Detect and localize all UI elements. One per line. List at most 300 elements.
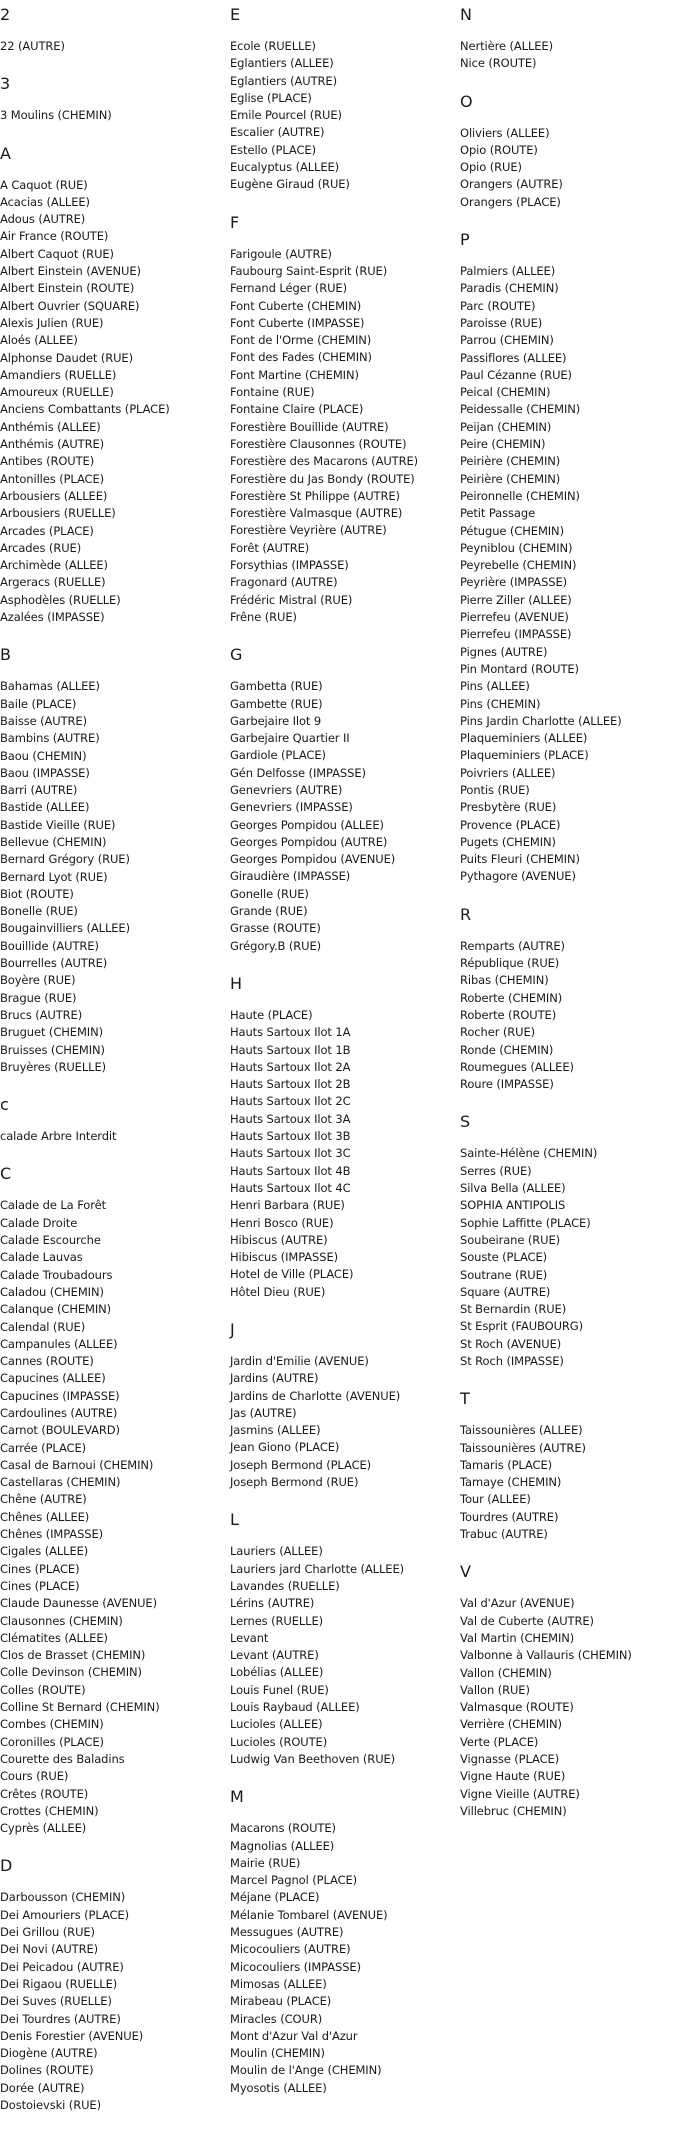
street-name: Crottes (CHEMIN) <box>0 1803 99 1818</box>
street-name: Ribas (CHEMIN) <box>460 973 549 988</box>
street-name: Myosotis (ALLEE) <box>230 2080 327 2095</box>
street-name: Vignasse (PLACE) <box>460 1752 560 1767</box>
street-name: Tamaris (PLACE) <box>460 1457 553 1472</box>
street-name: Barri (AUTRE) <box>0 783 78 798</box>
street-name: 3 Moulins (CHEMIN) <box>0 108 112 123</box>
street-name: A Caquot (RUE) <box>0 177 88 192</box>
street-name: Peirière (CHEMIN) <box>460 471 561 486</box>
street-name: Vallon (RUE) <box>460 1682 530 1697</box>
street-name: Hauts Sartoux Ilot 2C <box>230 1094 351 1109</box>
letter-section <box>460 1113 675 1370</box>
street-name: Colline St Bernard (CHEMIN) <box>0 1700 160 1715</box>
section-letter-heading: R <box>460 904 472 924</box>
letter-section <box>460 6 675 73</box>
street-name: Argeracs (RUELLE) <box>0 575 106 590</box>
street-name: Passiflores (ALLEE) <box>460 350 567 365</box>
street-name: Pierrefeu (IMPASSE) <box>460 627 572 642</box>
street-name: 22 (AUTRE) <box>0 39 65 53</box>
street-name: Diogène (AUTRE) <box>0 2046 98 2061</box>
street-name: Fontaine Claire (PLACE) <box>230 402 364 417</box>
street-name: Garbejaire Ilot 9 <box>230 713 322 728</box>
street-name: Brague (RUE) <box>0 990 77 1005</box>
street-name: Forêt (AUTRE) <box>230 540 310 555</box>
street-name: Plaqueminiers (ALLEE) <box>460 731 588 746</box>
street-name: Pythagore (AVENUE) <box>460 869 576 884</box>
letter-section <box>230 214 460 627</box>
street-name: Forestière Valmasque (AUTRE) <box>230 506 403 521</box>
street-name: Taissounières (ALLEE) <box>460 1423 583 1438</box>
street-name: Bernard Lyot (RUE) <box>0 869 108 884</box>
street-name: Moulin (CHEMIN) <box>230 2046 325 2061</box>
street-name: Font des Fades (CHEMIN) <box>230 350 372 365</box>
section-letter-heading: c <box>0 1095 9 1115</box>
section-letter-heading: C <box>0 1164 12 1184</box>
street-name: Peical (CHEMIN) <box>460 385 551 400</box>
street-name: Gonelle (RUE) <box>230 886 309 901</box>
street-name: Nice (ROUTE) <box>460 56 537 71</box>
street-name: Eugène Giraud (RUE) <box>230 177 350 192</box>
street-name: Giraudière (IMPASSE) <box>230 869 351 884</box>
section-letter-heading: P <box>460 230 470 250</box>
street-name: Eglise (PLACE) <box>230 90 312 105</box>
street-name: Levant (AUTRE) <box>230 1648 319 1663</box>
letter-section <box>0 6 230 55</box>
street-name: Orangers (AUTRE) <box>460 177 563 192</box>
street-name: Pins (CHEMIN) <box>460 696 541 711</box>
street-name: Chêne (AUTRE) <box>0 1492 87 1507</box>
section-letter-heading: J <box>230 1320 235 1339</box>
street-name: Baou (IMPASSE) <box>0 765 90 780</box>
street-name: Joseph Bermond (PLACE) <box>230 1457 372 1472</box>
street-name: Sainte-Hélène (CHEMIN) <box>460 1146 598 1161</box>
street-name: Forestière Bouillide (AUTRE) <box>230 419 389 434</box>
street-name: Grasse (ROUTE) <box>230 921 321 936</box>
street-name: Pins Jardin Charlotte (ALLEE) <box>460 713 622 728</box>
street-name: Henri Bosco (RUE) <box>230 1215 334 1230</box>
street-name: Dei Suves (RUELLE) <box>0 1994 112 2009</box>
street-name: Baile (PLACE) <box>0 696 77 711</box>
street-name: Arcades (RUE) <box>0 540 82 555</box>
street-name: Amandiers (RUELLE) <box>0 367 117 382</box>
street-name: Mélanie Tombarel (AVENUE) <box>230 1907 388 1922</box>
street-index-column-1 <box>0 6 230 2134</box>
section-letter-heading: E <box>230 5 241 24</box>
street-name: Haute (PLACE) <box>230 1007 313 1022</box>
street-name: Capucines (IMPASSE) <box>0 1388 120 1403</box>
letter-section <box>460 906 675 1094</box>
street-name: Hauts Sartoux Ilot 4C <box>230 1180 351 1195</box>
street-name: Colle Devinson (CHEMIN) <box>0 1665 142 1680</box>
street-index-column-2 <box>230 6 460 2117</box>
street-name: Cigales (ALLEE) <box>0 1544 89 1559</box>
street-name: Biot (ROUTE) <box>0 886 74 901</box>
street-name: Combes (CHEMIN) <box>0 1717 104 1732</box>
street-name: Chênes (IMPASSE) <box>0 1527 104 1542</box>
street-name: Cannes (ROUTE) <box>0 1354 94 1369</box>
street-name: Clausonnes (CHEMIN) <box>0 1613 123 1628</box>
street-name: Campanules (ALLEE) <box>0 1336 118 1351</box>
street-name: Font de l'Orme (CHEMIN) <box>230 333 372 348</box>
street-name: Aloés (ALLEE) <box>0 333 78 348</box>
street-name: Alexis Julien (RUE) <box>0 315 104 330</box>
street-name: Georges Pompidou (AVENUE) <box>230 852 396 867</box>
section-letter-heading: 3 <box>0 74 11 94</box>
street-name: Marcel Pagnol (PLACE) <box>230 1873 358 1888</box>
street-name: Lérins (AUTRE) <box>230 1596 315 1611</box>
street-name: Forestière Clausonnes (ROUTE) <box>230 436 407 451</box>
street-name: Dei Peicadou (AUTRE) <box>0 1959 124 1974</box>
street-name: Boyère (RUE) <box>0 973 76 988</box>
street-name: Archimède (ALLEE) <box>0 558 108 573</box>
street-name: Hôtel Dieu (RUE) <box>230 1284 326 1299</box>
street-name: Serres (RUE) <box>460 1163 532 1178</box>
street-name: Dolines (ROUTE) <box>0 2063 94 2078</box>
section-letter-heading: F <box>230 212 240 232</box>
street-name: Tour (ALLEE) <box>460 1492 531 1507</box>
street-name: Micocouliers (AUTRE) <box>230 1942 351 1957</box>
street-name: Colles (ROUTE) <box>0 1682 86 1697</box>
street-name: Fernand Léger (RUE) <box>230 281 347 296</box>
street-name: Paradis (CHEMIN) <box>460 281 559 296</box>
street-name: Denis Forestier (AVENUE) <box>0 2028 144 2043</box>
street-name: Calade Troubadours <box>0 1267 113 1282</box>
letter-section <box>230 1788 460 2097</box>
street-name: Bonelle (RUE) <box>0 904 78 919</box>
letter-section <box>230 975 460 1301</box>
street-name: Dei Amouriers (PLACE) <box>0 1907 129 1922</box>
street-name: Valmasque (ROUTE) <box>460 1700 574 1715</box>
street-name: Hauts Sartoux Ilot 3A <box>230 1111 351 1126</box>
street-name: Frédéric Mistral (RUE) <box>230 592 353 607</box>
street-name: Jardins de Charlotte (AVENUE) <box>230 1388 401 1403</box>
street-name: Font Martine (CHEMIN) <box>230 367 359 382</box>
street-name: Mirabeau (PLACE) <box>230 1994 332 2009</box>
street-name: Vigne Haute (RUE) <box>460 1769 566 1784</box>
section-letter-heading: N <box>460 5 472 24</box>
street-name: Antonilles (PLACE) <box>0 471 105 486</box>
street-name: Parc (ROUTE) <box>460 298 536 313</box>
section-letter-heading: V <box>460 1562 471 1582</box>
street-name: Frêne (RUE) <box>230 609 297 624</box>
street-name: SOPHIA ANTIPOLIS <box>460 1198 566 1213</box>
street-name: Courette des Baladins <box>0 1751 125 1766</box>
street-name: Levant <box>230 1630 269 1645</box>
street-name: Dei Novi (AUTRE) <box>0 1942 99 1957</box>
street-name: Dorée (AUTRE) <box>0 2080 85 2095</box>
street-name: Poivriers (ALLEE) <box>460 765 556 780</box>
street-name: Fragonard (AUTRE) <box>230 575 338 590</box>
street-name: Darbousson (CHEMIN) <box>0 1890 126 1905</box>
street-name: Soubeirane (RUE) <box>460 1232 561 1247</box>
street-name: Farigoule (AUTRE) <box>230 246 332 261</box>
street-name: Calade Droite <box>0 1215 78 1230</box>
street-name: Grande (RUE) <box>230 904 308 919</box>
street-name: Anciens Combattants (PLACE) <box>0 402 170 417</box>
street-name: Jardin d'Emilie (AVENUE) <box>230 1354 369 1368</box>
street-name: Bouillide (AUTRE) <box>0 938 99 953</box>
street-name: Lobélias (ALLEE) <box>230 1665 324 1680</box>
street-name: Bambins (AUTRE) <box>0 731 100 746</box>
street-name: Tourdres (AUTRE) <box>460 1509 559 1524</box>
street-name: Peidessalle (CHEMIN) <box>460 402 581 417</box>
street-name: Paul Cézanne (RUE) <box>460 367 572 382</box>
street-name: Garbejaire Quartier II <box>230 731 350 746</box>
street-name: Ronde (CHEMIN) <box>460 1042 554 1057</box>
street-name: Forestière des Macarons (AUTRE) <box>230 454 419 469</box>
section-letter-heading: L <box>230 1510 239 1530</box>
letter-section <box>0 145 230 627</box>
street-name: Calade de La Forêt <box>0 1198 106 1213</box>
street-name: Cyprès (ALLEE) <box>0 1821 87 1836</box>
street-name: Dei Tourdres (AUTRE) <box>0 2011 121 2026</box>
street-name: Georges Pompidou (AUTRE) <box>230 834 388 849</box>
street-name: Calade Escourche <box>0 1233 101 1248</box>
street-name: Clématites (ALLEE) <box>0 1630 108 1645</box>
street-name: Calanque (CHEMIN) <box>0 1302 112 1317</box>
street-name: Hauts Sartoux Ilot 3C <box>230 1146 351 1161</box>
street-name: Méjane (PLACE) <box>230 1890 320 1905</box>
street-name: Brucs (AUTRE) <box>0 1007 83 1022</box>
street-name: Antibes (ROUTE) <box>0 454 95 469</box>
street-name: Albert Ouvrier (SQUARE) <box>0 298 140 313</box>
street-name: Louis Raybaud (ALLEE) <box>230 1700 360 1715</box>
street-name: Cines (PLACE) <box>0 1578 80 1593</box>
street-name: Baou (CHEMIN) <box>0 748 87 763</box>
street-name: Verte (PLACE) <box>460 1734 539 1749</box>
street-name: Louis Funel (RUE) <box>230 1682 329 1697</box>
section-letter-heading: G <box>230 645 243 665</box>
section-letter-heading: D <box>0 1856 13 1876</box>
street-name: Provence (PLACE) <box>460 817 561 832</box>
street-name: Pétugue (CHEMIN) <box>460 523 564 538</box>
street-name: Fontaine (RUE) <box>230 385 315 400</box>
street-name: Opio (ROUTE) <box>460 142 538 157</box>
street-name: Hauts Sartoux Ilot 4B <box>230 1163 351 1178</box>
street-name: Pin Montard (ROUTE) <box>460 661 579 676</box>
street-name: Soutrane (RUE) <box>460 1267 548 1282</box>
section-letter-heading: H <box>230 973 243 993</box>
street-name: Taissounières (AUTRE) <box>460 1440 586 1455</box>
street-name: Forsythias (IMPASSE) <box>230 558 349 573</box>
street-name: Castellaras (CHEMIN) <box>0 1475 121 1490</box>
street-name: St Bernardin (RUE) <box>460 1302 567 1317</box>
street-name: Cardoulines (AUTRE) <box>0 1406 118 1420</box>
street-name: Casal de Barnoui (CHEMIN) <box>0 1457 154 1472</box>
street-name: Forestière du Jas Bondy (ROUTE) <box>230 471 415 486</box>
street-name: Carrée (PLACE) <box>0 1440 87 1455</box>
street-name: Jardins (AUTRE) <box>230 1371 319 1386</box>
street-name: Paroisse (RUE) <box>460 315 543 330</box>
street-name: Alphonse Daudet (RUE) <box>0 350 133 365</box>
section-letter-heading: S <box>460 1112 471 1132</box>
street-name: calade Arbre Interdit <box>0 1129 117 1144</box>
street-name: Hauts Sartoux Ilot 1A <box>230 1025 351 1040</box>
letter-section <box>0 1165 230 1837</box>
street-name: Coronilles (PLACE) <box>0 1734 104 1749</box>
street-index-column-3 <box>460 6 675 1840</box>
street-name: Val Martin (CHEMIN) <box>460 1630 575 1645</box>
street-name: Arbousiers (ALLEE) <box>0 488 108 503</box>
letter-section <box>0 646 230 1076</box>
street-name: Moulin de l'Ange (CHEMIN) <box>230 2063 382 2078</box>
street-name: Arbousiers (RUELLE) <box>0 506 116 521</box>
street-name: Trabuc (AUTRE) <box>460 1527 548 1542</box>
street-name: Square (AUTRE) <box>460 1284 551 1299</box>
street-name: Hotel de Ville (PLACE) <box>230 1267 354 1282</box>
street-name: Orangers (PLACE) <box>460 194 561 209</box>
street-name: Forestière St Philippe (AUTRE) <box>230 488 400 503</box>
street-name: Air France (ROUTE) <box>0 229 109 244</box>
street-name: Mimosas (ALLEE) <box>230 1976 327 1991</box>
street-name: Albert Einstein (ROUTE) <box>0 281 135 296</box>
street-name: Magnolias (ALLEE) <box>230 1838 335 1853</box>
street-name: Joseph Bermond (RUE) <box>230 1475 359 1490</box>
street-name: Adous (AUTRE) <box>0 212 86 227</box>
street-name: Asphodèles (RUELLE) <box>0 592 121 607</box>
street-name: Mairie (RUE) <box>230 1855 301 1870</box>
street-name: Genevriers (AUTRE) <box>230 782 343 797</box>
street-name: Hibiscus (IMPASSE) <box>230 1250 339 1265</box>
street-name: Roberte (CHEMIN) <box>460 990 563 1005</box>
street-name: Calendal (RUE) <box>0 1319 86 1334</box>
street-name: Nertière (ALLEE) <box>460 39 553 53</box>
street-name: Carnot (BOULEVARD) <box>0 1423 120 1438</box>
street-name: Rocher (RUE) <box>460 1025 536 1040</box>
letter-section <box>0 1857 230 2114</box>
street-name: Arcades (PLACE) <box>0 523 94 538</box>
street-name: Forestière Veyrière (AUTRE) <box>230 523 387 538</box>
street-name: St Esprit (FAUBOURG) <box>460 1319 583 1334</box>
street-name: Roure (IMPASSE) <box>460 1077 554 1092</box>
street-name: Peyniblou (CHEMIN) <box>460 540 573 555</box>
street-name: Acacias (ALLEE) <box>0 194 90 209</box>
street-name: Hauts Sartoux Ilot 1B <box>230 1042 351 1057</box>
street-name: Plaqueminiers (PLACE) <box>460 748 589 763</box>
street-name: Albert Caquot (RUE) <box>0 246 114 261</box>
street-name: Anthémis (AUTRE) <box>0 437 105 452</box>
street-name: Bellevue (CHEMIN) <box>0 834 107 849</box>
street-name: Bahamas (ALLEE) <box>0 679 100 694</box>
letter-section <box>460 1390 675 1543</box>
letter-section <box>0 1096 230 1145</box>
street-name: Peyrebelle (CHEMIN) <box>460 558 577 573</box>
street-name: Dostoievski (RUE) <box>0 2097 101 2112</box>
street-name: Estello (PLACE) <box>230 142 316 157</box>
letter-section <box>230 646 460 955</box>
street-name: Grégory.B (RUE) <box>230 938 322 953</box>
street-name: Capucines (ALLEE) <box>0 1371 106 1386</box>
street-name: Sophie Laffitte (PLACE) <box>460 1215 591 1230</box>
street-name: Opio (RUE) <box>460 160 522 175</box>
street-name: Lauriers jard Charlotte (ALLEE) <box>230 1561 404 1576</box>
street-name: Font Cuberte (IMPASSE) <box>230 315 365 330</box>
street-name: Hauts Sartoux Ilot 2A <box>230 1059 351 1074</box>
street-name: Bruguet (CHEMIN) <box>0 1025 103 1040</box>
street-name: Font Cuberte (CHEMIN) <box>230 298 362 313</box>
street-name: Dei Grillou (RUE) <box>0 1925 95 1940</box>
street-name: Vigne Vieille (AUTRE) <box>460 1786 580 1801</box>
street-name: Hibiscus (AUTRE) <box>230 1232 328 1247</box>
street-name: Bruisses (CHEMIN) <box>0 1042 105 1057</box>
street-name: Parrou (CHEMIN) <box>460 333 554 348</box>
street-name: Hauts Sartoux Ilot 2B <box>230 1077 351 1092</box>
street-name: Pignes (AUTRE) <box>460 644 548 659</box>
street-name: Calade Lauvas <box>0 1250 83 1265</box>
street-name: Peyrière (IMPASSE) <box>460 575 568 590</box>
street-name: Pins (ALLEE) <box>460 679 530 694</box>
street-name: Puits Fleuri (CHEMIN) <box>460 852 580 867</box>
street-name: Bougainvilliers (ALLEE) <box>0 921 130 936</box>
street-name: Pontis (RUE) <box>460 782 530 797</box>
street-name: St Roch (IMPASSE) <box>460 1354 564 1368</box>
section-letter-heading: 2 <box>0 5 11 24</box>
street-name: Val de Cuberte (AUTRE) <box>460 1613 594 1628</box>
street-name: Lucioles (ALLEE) <box>230 1717 323 1732</box>
street-name: Emile Pourcel (RUE) <box>230 108 342 123</box>
street-name: Villebruc (CHEMIN) <box>460 1803 567 1818</box>
street-name: Georges Pompidou (ALLEE) <box>230 817 384 832</box>
street-name: Eglantiers (ALLEE) <box>230 56 334 71</box>
street-name: Cines (PLACE) <box>0 1561 80 1576</box>
street-name: Ecole (RUELLE) <box>230 39 316 53</box>
section-letter-heading: B <box>0 645 11 665</box>
street-name: Clos de Brasset (CHEMIN) <box>0 1648 146 1663</box>
street-name: Pierre Ziller (ALLEE) <box>460 592 572 607</box>
street-name: Presbytère (RUE) <box>460 800 557 815</box>
street-name: Jean Giono (PLACE) <box>230 1440 340 1455</box>
street-name: Lucioles (ROUTE) <box>230 1734 328 1749</box>
street-name: St Roch (AVENUE) <box>460 1336 562 1351</box>
street-name: Pugets (CHEMIN) <box>460 834 556 849</box>
street-name: Peijan (CHEMIN) <box>460 419 552 434</box>
letter-section <box>0 75 230 124</box>
letter-section <box>230 1321 460 1491</box>
street-name: Bourrelles (AUTRE) <box>0 956 108 971</box>
street-name: Faubourg Saint-Esprit (RUE) <box>230 263 388 278</box>
letter-section <box>460 231 675 886</box>
street-name: Claude Daunesse (AVENUE) <box>0 1596 157 1611</box>
street-name: Ludwig Van Beethoven (RUE) <box>230 1751 396 1766</box>
street-name: Peirière (CHEMIN) <box>460 454 561 469</box>
street-name: Lernes (RUELLE) <box>230 1613 324 1628</box>
street-name: Eucalyptus (ALLEE) <box>230 160 340 175</box>
street-name: Bastide (ALLEE) <box>0 800 90 815</box>
street-name: Lauriers (ALLEE) <box>230 1544 323 1559</box>
street-name: Roberte (ROUTE) <box>460 1007 557 1022</box>
street-name: Remparts (AUTRE) <box>460 938 565 953</box>
section-letter-heading: O <box>460 91 473 111</box>
street-name: Dei Rigaou (RUELLE) <box>0 1976 118 1991</box>
street-name: Tamaye (CHEMIN) <box>460 1475 562 1490</box>
street-name: Gén Delfosse (IMPASSE) <box>230 765 366 780</box>
street-name: Anthémis (ALLEE) <box>0 419 101 434</box>
street-name: Verrière (CHEMIN) <box>460 1717 562 1732</box>
street-name: Bernard Grégory (RUE) <box>0 852 130 867</box>
street-name: Souste (PLACE) <box>460 1250 547 1265</box>
street-name: Gambetta (RUE) <box>230 679 323 694</box>
section-letter-heading: T <box>460 1389 470 1409</box>
street-name: Peironnelle (CHEMIN) <box>460 488 580 503</box>
street-name: Jas (AUTRE) <box>230 1405 297 1420</box>
street-name: Azalées (IMPASSE) <box>0 610 105 625</box>
street-name: Henri Barbara (RUE) <box>230 1198 345 1213</box>
street-name: Macarons (ROUTE) <box>230 1821 336 1836</box>
street-name: Miracles (COUR) <box>230 2011 323 2026</box>
letter-section <box>460 93 675 211</box>
street-name: Gardiole (PLACE) <box>230 748 326 763</box>
street-name: Silva Bella (ALLEE) <box>460 1181 566 1196</box>
street-name: Valbonne à Vallauris (CHEMIN) <box>460 1648 632 1663</box>
